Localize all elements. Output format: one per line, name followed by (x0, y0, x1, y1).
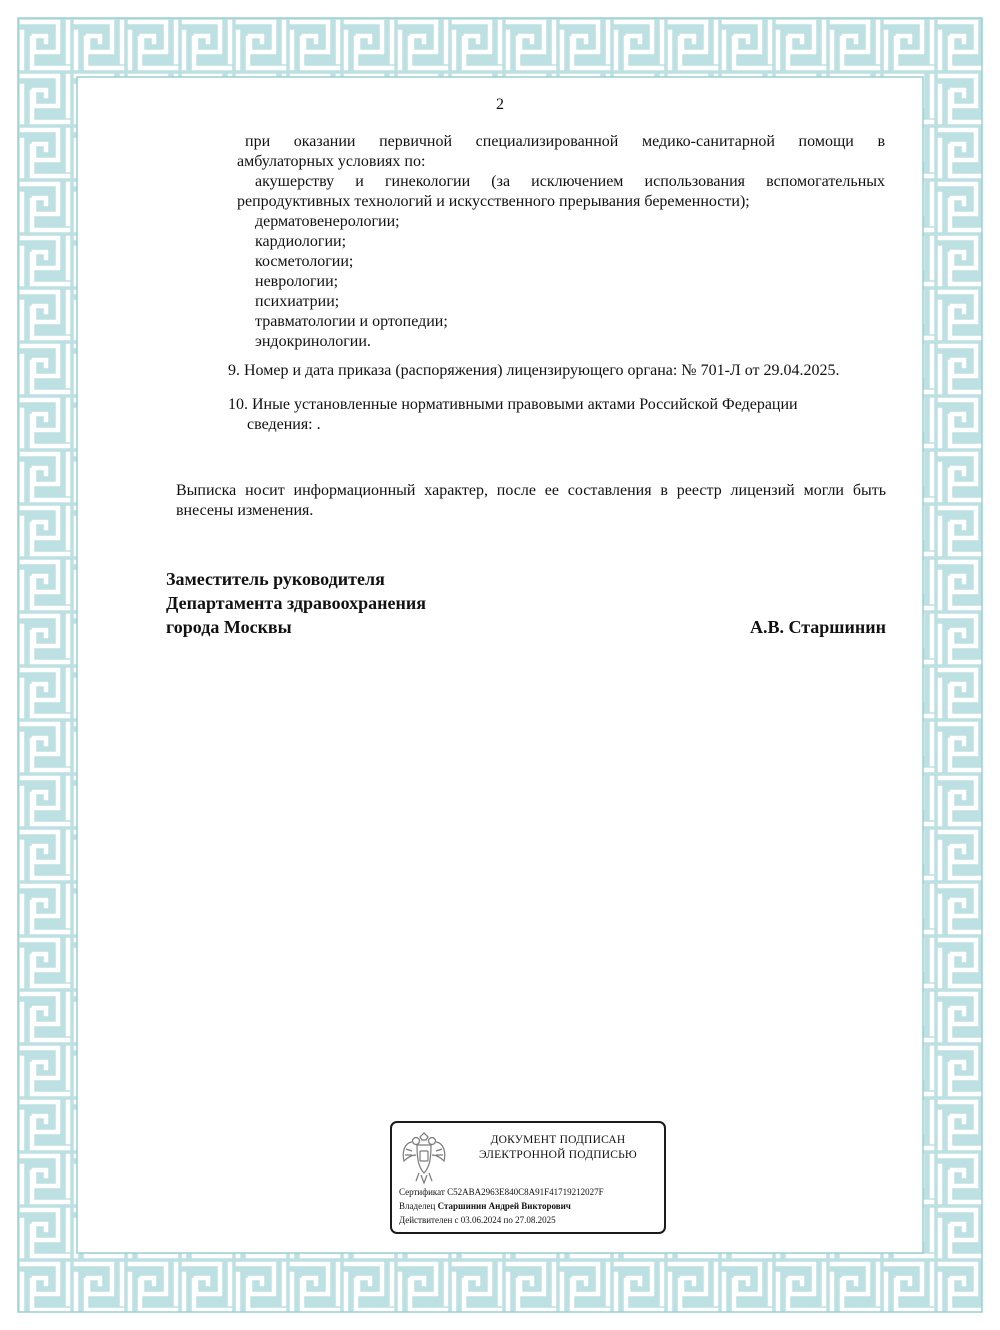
obstetrics-line-1: акушерству и гинекологии (за исключением использования вспомогательных (255, 173, 885, 190)
item-10-line-2: сведения: . (247, 416, 321, 433)
item-9-order-number: 9. Номер и дата приказа (распоряжения) лицензирующего органа: № 701-Л от 29.04.2025. (228, 362, 840, 379)
list-item: косметологии; (255, 253, 354, 270)
list-item: эндокринологии. (255, 333, 371, 350)
page-number: 2 (496, 96, 504, 113)
list-item: неврологии; (255, 273, 339, 290)
informational-note (176, 481, 886, 521)
double-headed-eagle-emblem-icon (400, 1131, 448, 1185)
note-line-2: внесены изменения. (176, 502, 314, 519)
list-item: кардиологии; (255, 233, 347, 250)
note-line-1: Выписка носит информационный характер, после ее составления в реестр лицензий могли быть (176, 482, 886, 499)
signatory-name: А.В. Старшинин (749, 617, 886, 637)
services-list (255, 212, 448, 352)
position-line-3: города Москвы (166, 617, 292, 637)
owner-row (399, 1199, 661, 1213)
stamp-title-line-2: ЭЛЕКТРОННОЙ ПОДПИСЬЮ (479, 1149, 637, 1161)
electronic-signature-stamp (390, 1121, 666, 1234)
list-item: дерматовенерологии; (255, 213, 400, 230)
position-line-1: Заместитель руководителя (166, 569, 385, 589)
validity-row: Действителен с 03.06.2024 по 27.08.2025 (399, 1215, 556, 1225)
item-10-other-info (228, 395, 888, 435)
certificate-label: Сертификат (399, 1187, 445, 1197)
obstetrics-paragraph (237, 172, 885, 212)
owner-label: Владелец (399, 1201, 436, 1211)
intro-line-1: при оказании первичной специализированной медико-санитарной помощи в (245, 133, 885, 150)
stamp-title-line-1: ДОКУМЕНТ ПОДПИСАН (490, 1134, 626, 1146)
obstetrics-line-2: репродуктивных технологий и искусственного прерывания беременности); (237, 193, 750, 210)
certificate-value: C52ABA2963E840C8A91F41719212027F (447, 1187, 604, 1197)
list-item: психиатрии; (255, 293, 340, 310)
owner-value: Старшинин Андрей Викторович (437, 1201, 571, 1211)
intro-paragraph (237, 132, 885, 172)
certificate-row (399, 1185, 661, 1199)
stamp-details (399, 1185, 661, 1227)
list-item: травматологии и ортопедии; (255, 313, 448, 330)
item-10-line-1: 10. Иные установленные нормативными правовыми актами Российской Федерации (228, 396, 798, 413)
position-line-2: Департамента здравоохранения (166, 593, 427, 613)
stamp-title (454, 1133, 662, 1163)
signatory-position (166, 567, 426, 639)
intro-line-2: амбулаторных условиях по: (237, 153, 426, 170)
